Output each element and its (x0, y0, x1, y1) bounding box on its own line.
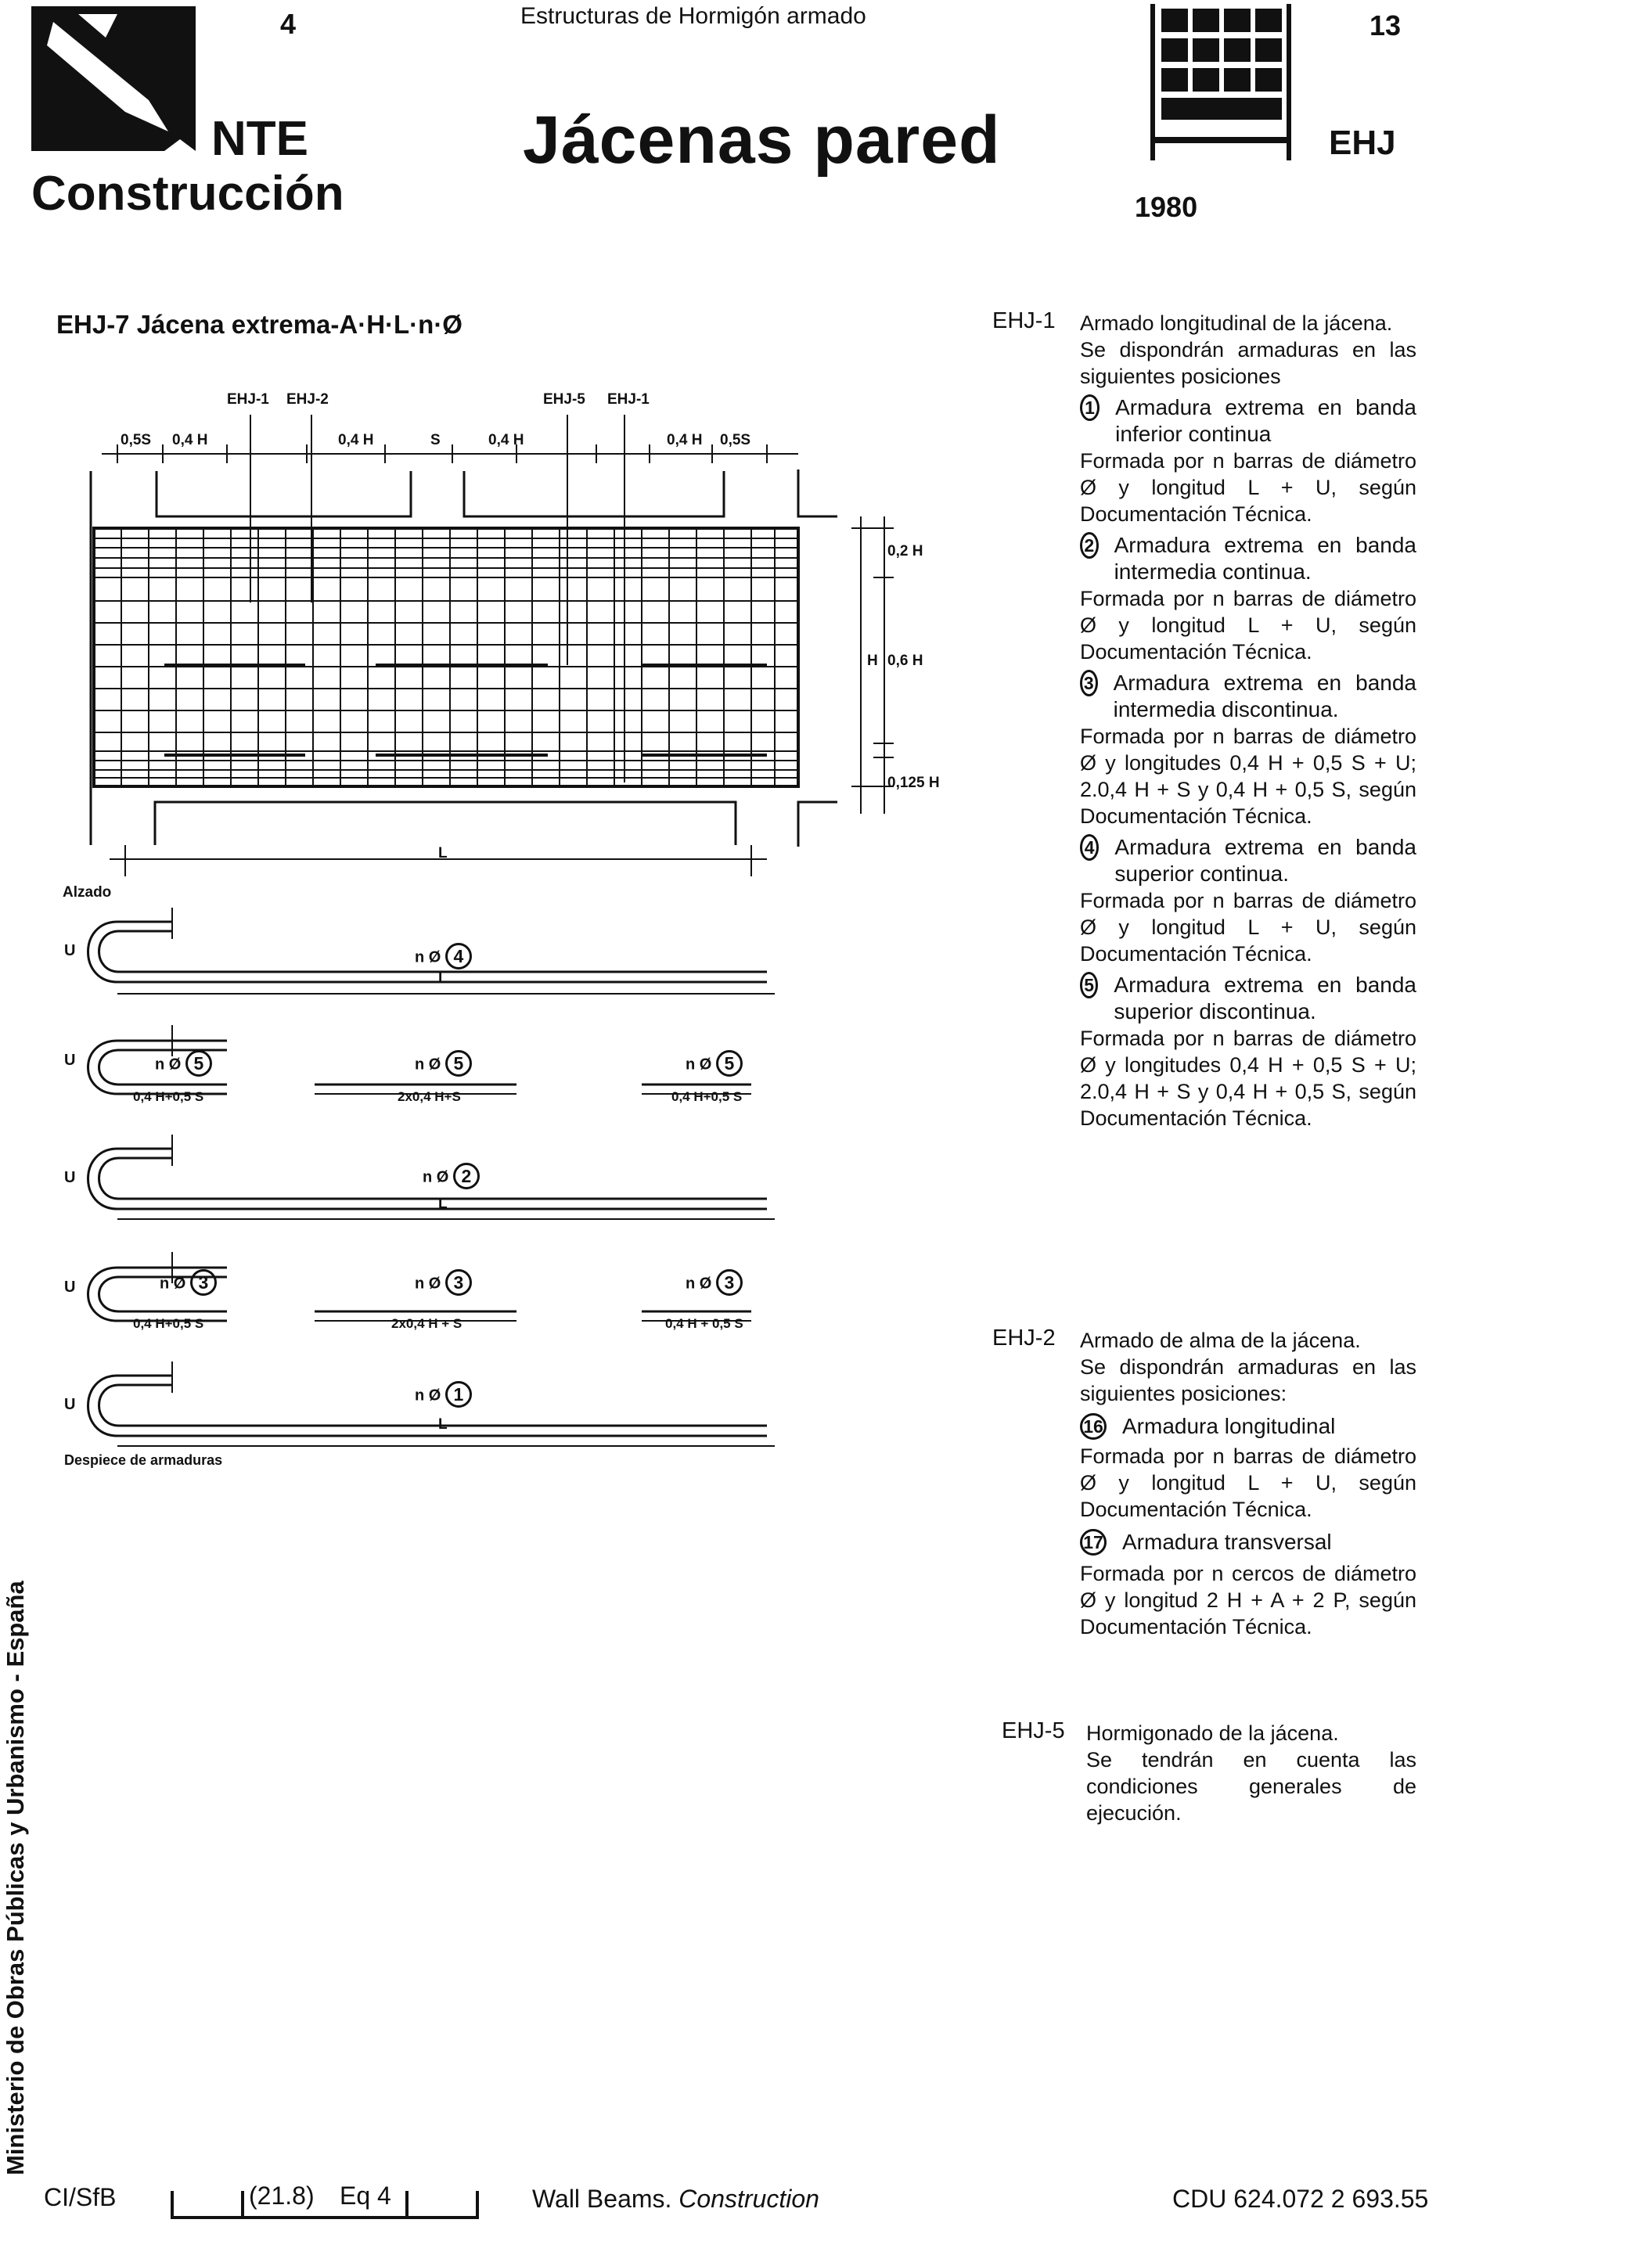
u-label-1: U (64, 1396, 76, 1413)
nte-label: NTE (211, 112, 308, 166)
item-4 (1080, 834, 1416, 887)
bar-4-number: 4 (445, 943, 472, 969)
doc-year: 1980 (1135, 191, 1198, 223)
item-3-label: Armadura extrema en banda intermedia discontinua. (1113, 671, 1416, 721)
bar-5b-number: 5 (445, 1050, 472, 1077)
section-ehj5-body (1086, 1720, 1416, 1826)
despiece-label: Despiece de armaduras (64, 1452, 223, 1468)
section-ehj2-title: Armado de alma de la jácena. (1080, 1329, 1361, 1352)
bar-1-number: 1 (445, 1381, 472, 1408)
cdu-code: CDU 624.072 2 693.55 (1172, 2185, 1429, 2213)
u-label-2: U (64, 1169, 76, 1186)
section-code-ehj2: EHJ-2 (992, 1326, 1056, 1351)
item-16-desc: Formada por n barras de diámetro Ø y longitud L + U, según Documentación Técnica. (1080, 1444, 1416, 1521)
item-2-number: 2 (1080, 532, 1099, 559)
section-ehj2-body (1080, 1327, 1416, 1640)
item-1-desc: Formada por n barras de diámetro Ø y longitud L + U, según Documentación Técnica. (1080, 449, 1416, 526)
item-16-label: Armadura longitudinal (1122, 1414, 1336, 1438)
section-ehj1-body (1080, 310, 1416, 1131)
nte-logo (31, 6, 196, 151)
item-16 (1080, 1413, 1416, 1440)
bar-5a-number: 5 (185, 1050, 212, 1077)
dim-06h: 0,6 H (887, 653, 923, 669)
item-3 (1080, 670, 1416, 723)
bar-3a-label: n Ø 3 (160, 1269, 217, 1296)
item-1 (1080, 394, 1416, 448)
u-label-3: U (64, 1279, 76, 1296)
item-17 (1080, 1529, 1416, 1556)
bar-4-label: n Ø 4 (415, 943, 472, 969)
alzado-label: Alzado (63, 884, 112, 901)
beam-elevation-drawing (63, 407, 939, 892)
construccion-label: Construcción (31, 167, 344, 221)
section-ehj1-intro: Se dispondrán armaduras en las siguientes posiciones (1080, 338, 1416, 388)
item-17-label: Armadura transversal (1122, 1530, 1332, 1554)
dim-0125h: 0,125 H (887, 775, 940, 791)
ref-ehj2: EHJ-2 (286, 391, 329, 408)
ref-ehj5: EHJ-5 (543, 391, 585, 408)
dim-02h: 0,2 H (887, 543, 923, 559)
bar-2-number: 2 (453, 1163, 480, 1189)
item-16-number: 16 (1080, 1413, 1107, 1440)
item-5-label: Armadura extrema en banda superior discontinua. (1114, 973, 1416, 1023)
ref-ehj1-right: EHJ-1 (607, 391, 650, 408)
dim-04h-1: 0,4 H (172, 432, 208, 448)
bar-2-length: L (438, 1196, 448, 1212)
item-3-desc: Formada por n barras de diámetro Ø y longitudes 0,4 H + 0,5 S + U; 2.0,4 H + S y 0,4 H + 0,5 S, según Documentación Técnica. (1080, 725, 1416, 828)
item-17-desc: Formada por n cercos de diámetro Ø y longitud 2 H + A + 2 P, según Documentación Técnica. (1080, 1562, 1416, 1638)
item-1-label: Armadura extrema en banda inferior continua (1115, 395, 1416, 446)
bar-3b-length: 2x0,4 H + S (391, 1316, 462, 1331)
ref-ehj1-left: EHJ-1 (227, 391, 269, 408)
cisfb-box-1: (21.8) (249, 2182, 315, 2210)
section-ehj5-intro: Se tendrán en cuenta las condiciones generales de ejecución. (1086, 1748, 1416, 1825)
item-5 (1080, 972, 1416, 1025)
item-1-number: 1 (1080, 394, 1100, 421)
bar-5b-label: n Ø 5 (415, 1050, 472, 1077)
bar-4-length: L (438, 970, 448, 987)
bar-5a-length: 0,4 H+0,5 S (133, 1089, 204, 1104)
dim-04h-2: 0,4 H (338, 432, 374, 448)
item-4-label: Armadura extrema en banda superior continua. (1114, 835, 1416, 886)
item-4-desc: Formada por n barras de diámetro Ø y longitud L + U, según Documentación Técnica. (1080, 889, 1416, 966)
header-subtitle: Estructuras de Hormigón armado (520, 3, 866, 29)
cisfb-box-2: Eq 4 (340, 2182, 391, 2210)
bar-3c-length: 0,4 H + 0,5 S (665, 1316, 743, 1331)
dim-h: H (867, 653, 878, 669)
page-number-left: 4 (280, 8, 297, 40)
page-number-right: 13 (1369, 9, 1402, 41)
u-label-5: U (64, 1052, 76, 1069)
bar-3b-label: n Ø 3 (415, 1269, 472, 1296)
bar-3b-number: 3 (445, 1269, 472, 1296)
dim-s: S (430, 432, 441, 448)
bar-1-length: L (438, 1416, 448, 1433)
english-title: Wall Beams. Construction (532, 2185, 819, 2213)
u-label-4: U (64, 942, 76, 959)
bar-5c-number: 5 (716, 1050, 743, 1077)
item-17-number: 17 (1080, 1529, 1107, 1556)
section-ehj2-intro: Se dispondrán armaduras en las siguientes posiciones: (1080, 1355, 1416, 1405)
bar-2-label: n Ø 2 (423, 1163, 480, 1189)
item-2 (1080, 532, 1416, 585)
bar-5c-label: n Ø 5 (686, 1050, 743, 1077)
section-ehj5-title: Hormigonado de la jácena. (1086, 1721, 1339, 1745)
bar-5c-length: 0,4 H+0,5 S (671, 1089, 743, 1104)
page-title: Jácenas pared (523, 103, 1001, 178)
item-2-label: Armadura extrema en banda intermedia continua. (1114, 533, 1416, 584)
dim-04h-3: 0,4 H (488, 432, 524, 448)
item-2-desc: Formada por n barras de diámetro Ø y longitud L + U, según Documentación Técnica. (1080, 587, 1416, 664)
bar-5a-label: n Ø 5 (155, 1050, 212, 1077)
bar-3c-label: n Ø 3 (686, 1269, 743, 1296)
item-5-number: 5 (1080, 972, 1098, 998)
bar-1-label: n Ø 1 (415, 1381, 472, 1408)
item-5-desc: Formada por n barras de diámetro Ø y longitudes 0,4 H + 0,5 S + U; 2.0,4 H + S y 0,4 H + 0,5 S, según Documentación Técnica. (1080, 1027, 1416, 1130)
dim-04h-4: 0,4 H (667, 432, 703, 448)
item-4-number: 4 (1080, 834, 1099, 861)
bar-5b-length: 2x0,4 H+S (398, 1089, 461, 1104)
figure-heading: EHJ-7 Jácena extrema-A·H·L·n·Ø (56, 310, 462, 339)
cisfb-boxes (164, 2183, 493, 2222)
bar-3a-number: 3 (190, 1269, 217, 1296)
section-code-ehj1: EHJ-1 (992, 308, 1056, 333)
bar-3a-length: 0,4 H+0,5 S (133, 1316, 204, 1331)
ehj-emblem (1143, 4, 1299, 160)
section-code-ehj5: EHJ-5 (1002, 1718, 1065, 1743)
doc-code: EHJ (1329, 124, 1396, 162)
bar-3c-number: 3 (716, 1269, 743, 1296)
section-ehj1-title: Armado longitudinal de la jácena. (1080, 311, 1393, 335)
dim-l: L (438, 845, 448, 862)
dim-05s-left: 0,5S (121, 432, 152, 448)
item-3-number: 3 (1080, 670, 1098, 696)
cisfb-label: CI/SfB (44, 2183, 117, 2211)
dim-05s-right: 0,5S (720, 432, 751, 448)
ministry-side-text: Ministerio de Obras Públicas y Urbanismo - España (2, 1581, 29, 2175)
